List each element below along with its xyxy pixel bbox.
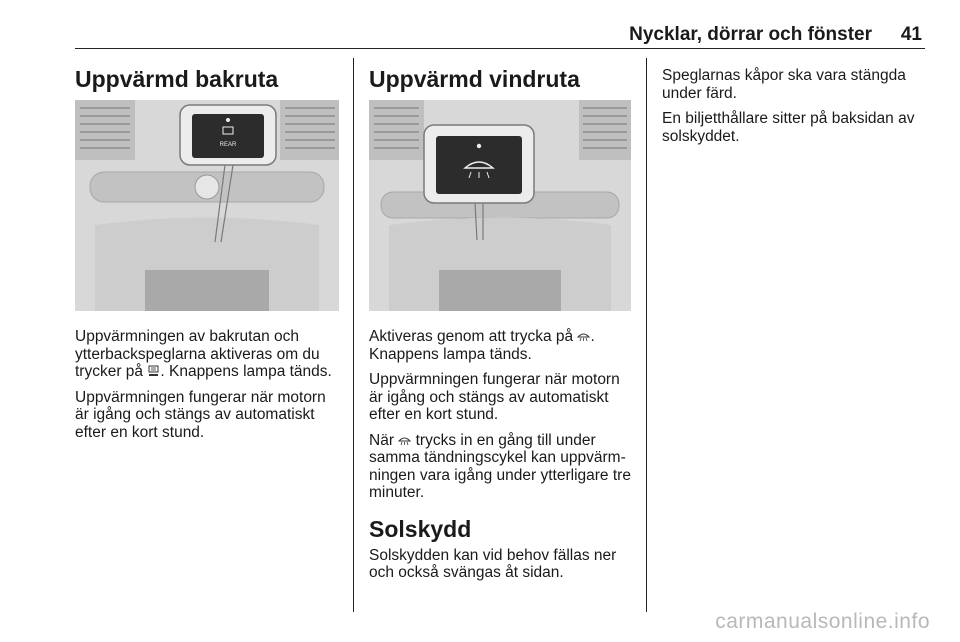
paragraph-windscreen-auto-off: Uppvärmningen fungerar när motorn är igång och stängs av automatiskt efter en kort stund. — [369, 371, 620, 423]
paragraph-sun-visor: Solskydden kan vid behov fällas ner och också svängas åt sidan. — [369, 546, 617, 581]
rear-window-text-post: . Knappens lampa tänds. — [160, 363, 332, 380]
paragraph-windscreen-lamp: Knappens lampa tänds. — [369, 345, 532, 363]
paragraph-windscreen-activation — [369, 328, 637, 346]
windscreen-defrost-icon — [398, 434, 411, 446]
paragraph-rear-window-activation — [75, 328, 343, 381]
windscreen-text-pre: Aktiveras genom att trycka på — [369, 328, 574, 345]
page-number: 41 — [900, 24, 922, 45]
figure-button-label: REAR — [219, 142, 237, 148]
column-divider-2 — [646, 58, 647, 612]
paragraph-rear-window-auto-off: Uppvärmningen fungerar när motorn är igång och stängs av automatiskt efter en kort stund. — [75, 388, 326, 441]
footer-watermark: carmanualsonline.info — [715, 610, 930, 633]
paragraph-windscreen-repeat — [369, 432, 637, 502]
rear-window-defrost-icon — [147, 365, 160, 377]
paragraph-ticket-holder: En biljetthållare sitter på baksidan av solskyddet. — [662, 110, 915, 145]
windscreen-defrost-icon — [577, 330, 590, 342]
section-title-rear-window: Uppvärmd bakruta — [75, 66, 279, 92]
windscreen-repeat-post: trycks in en gång till under samma tändningscykel kan uppvärmningen vara igång under ytterligare tre minuter. — [369, 431, 631, 501]
windscreen-text-post: . — [590, 328, 595, 345]
rear-window-text-pre: Uppvärmningen av bakrutan och ytterbackspeglarna aktiveras om du trycker på — [75, 328, 320, 380]
section-title-windscreen: Uppvärmd vindruta — [369, 66, 580, 92]
figure-windscreen-button — [369, 100, 631, 311]
windscreen-repeat-pre: När — [369, 431, 394, 449]
figure-rear-window-button — [75, 100, 339, 311]
paragraph-mirror-covers: Speglarnas kåpor ska vara stängda under färd. — [662, 67, 906, 102]
header-rule — [75, 48, 925, 49]
section-title-sun-visor: Solskydd — [369, 515, 472, 542]
header-title: Nycklar, dörrar och fönster — [629, 24, 872, 45]
column-divider-1 — [353, 58, 354, 612]
